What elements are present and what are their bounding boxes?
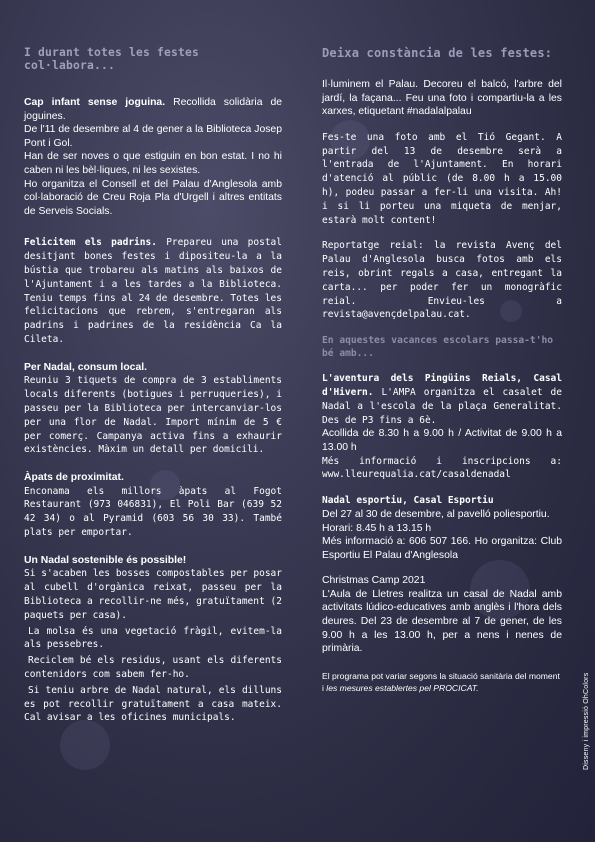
design-credit: Disseny i impressió OhColors <box>583 672 590 770</box>
disclaimer-text: El programa pot variar segons la situació sanitària del moment i <box>322 670 560 693</box>
section-toy-drive <box>24 96 282 218</box>
event-line: Horari: 8.45 h a 13.15 h <box>322 522 432 534</box>
event-hours: Acollida de 8.30 h a 9.00 h / Activitat de 9.00 h a 13.00 h <box>322 428 562 453</box>
event-sports <box>322 494 562 562</box>
event-line: Més informació a: 606 507 166. Ho organitza: Club Esportiu El Palau d'Anglesola <box>322 536 562 561</box>
school-holidays-subheading: En aquestes vacances escolars passa-t'ho bé amb... <box>322 335 554 360</box>
section-line: De l'11 de desembre al 4 de gener a la Biblioteca Josep Pont i Gol. <box>24 124 282 149</box>
section-text: Prepareu una postal desitjant bones festes i dipositeu-la a la bústia que trobareu als matins als baixos de l'Ajuntament i a les tardes a la Biblioteca. Teniu temps fins al 24 de desembre. Totes les felicitacions que rebrem, s'entregaran als padrins i padrines de la residència Ca la Cileta. <box>24 237 282 345</box>
section-local-meals <box>24 471 282 540</box>
event-title: Christmas Camp 2021 <box>322 575 426 587</box>
right-heading: Deixa constància de les festes: <box>322 46 553 60</box>
section-text: Si teniu arbre de Nadal natural, els dilluns es pot recollir gratuïtament a casa mateix. Cal avisar a les oficines municipals. <box>24 684 282 724</box>
section-title: Un Nadal sostenible és possible! <box>24 554 187 566</box>
event-info: Més informació i inscripcions a: www.lleurequalia.cat/casaldenadal <box>322 455 562 481</box>
right-column <box>322 0 562 694</box>
section-line: Ho organitza el Consell et del Palau d'Anglesola amb col·laboració de Creu Roja Pla d'Urgell i altres entitats de Serveis Socials. <box>24 178 282 217</box>
event-christmas-camp <box>322 574 562 656</box>
section-text: Enconama els millors àpats al Fogot Restaurant (973 046831), El Poli Bar (639 52 42 34) o al Pyramid (603 56 30 33). També plats per emportar. <box>24 485 282 539</box>
section-local-shopping <box>24 361 282 457</box>
section-title: Per Nadal, consum local. <box>24 361 147 373</box>
paragraph-tio: Fes-te una foto amb el Tió Gegant. A partir del 13 de desembre serà a l'entrada de l'Ajuntament. En horari d'atenció al públic (de 8.00 h a 15.00 h), podeu passar a fer-li una visita. Ah! i si li porteu una miqueta de menjar, estarà molt content! <box>322 131 562 226</box>
event-line: Del 27 al 30 de desembre, al pavelló poliesportiu. <box>322 508 550 520</box>
section-sustainable <box>24 554 282 725</box>
section-title: Àpats de proximitat. <box>24 472 124 484</box>
section-title: Felicitem els padrins. <box>24 237 157 249</box>
section-godparents <box>24 236 282 346</box>
section-text: Reciclem bé els residus, usant els diferents contenidors com sabem fer-ho. <box>24 655 282 681</box>
paragraph-royal-report: Reportatge reial: la revista Avenç del Palau d'Anglesola busca fotos amb els reis, obrint regals a casa, entregant la carta... per poder fer un monogràfic reial. Envieu-les a revista@avençdelpalau.cat. <box>322 240 562 321</box>
event-title: L'aventura dels Pingüins Reials, Casal d'Hivern. <box>322 373 562 398</box>
event-title: Nadal esportiu, Casal Esportiu <box>322 495 494 507</box>
event-text: L'Aula de Lletres realitza un casal de Nadal amb activitats lúdico-educatives amb anglès i l'hora dels deures. Del 23 de desembre al 7 de gener, de les 9.00 h a les 13.00 h, per a nens i nenes de primària. <box>322 588 562 655</box>
left-column <box>24 0 282 725</box>
paragraph-lights: Il·luminem el Palau. Decoreu el balcó, l'arbre del jardí, la façana... Feu una foto i compartiu-la a les xarxes, etiquetant #nadalalpalau <box>322 79 562 118</box>
section-line: Han de ser noves o que estiguin en bon estat. I no hi caben ni les bèl·liques, ni les sexistes. <box>24 151 282 176</box>
disclaimer-emphasis: les mesures establertes pel PROCICAT. <box>326 682 479 693</box>
event-text: L'AMPA organitza el casalet de Nadal a l'escola de la plaça Generalitat. Des de P3 fins a 6è. <box>322 386 562 426</box>
section-text: Si s'acaben les bosses compostables per posar al cubell d'orgànica reixat, passeu per la Biblioteca a recollir-ne més, gratuïtament (2 paquets per casa). <box>24 568 282 621</box>
section-text: Reuniu 3 tiquets de compra de 3 establiments locals diferents (botigues i perruqueries), i passeu per la Biblioteca per intercanviar-los per una flor de Nadal. Import mínim de 5 € per comerç. Campanya activa fins a exhaurir existències. Màxim un detall per domicili. <box>24 375 282 456</box>
section-lead: Recollida solidària de joguines. <box>24 97 282 122</box>
left-heading: I durant totes les festes col·labora... <box>24 46 200 72</box>
disclaimer-note <box>322 670 562 694</box>
event-penguins <box>322 372 562 482</box>
section-title: Cap infant sense joguina. <box>24 97 166 108</box>
section-text: La molsa és una vegetació fràgil, evitem-la als pessebres. <box>24 625 282 651</box>
bokeh-light <box>60 720 110 770</box>
